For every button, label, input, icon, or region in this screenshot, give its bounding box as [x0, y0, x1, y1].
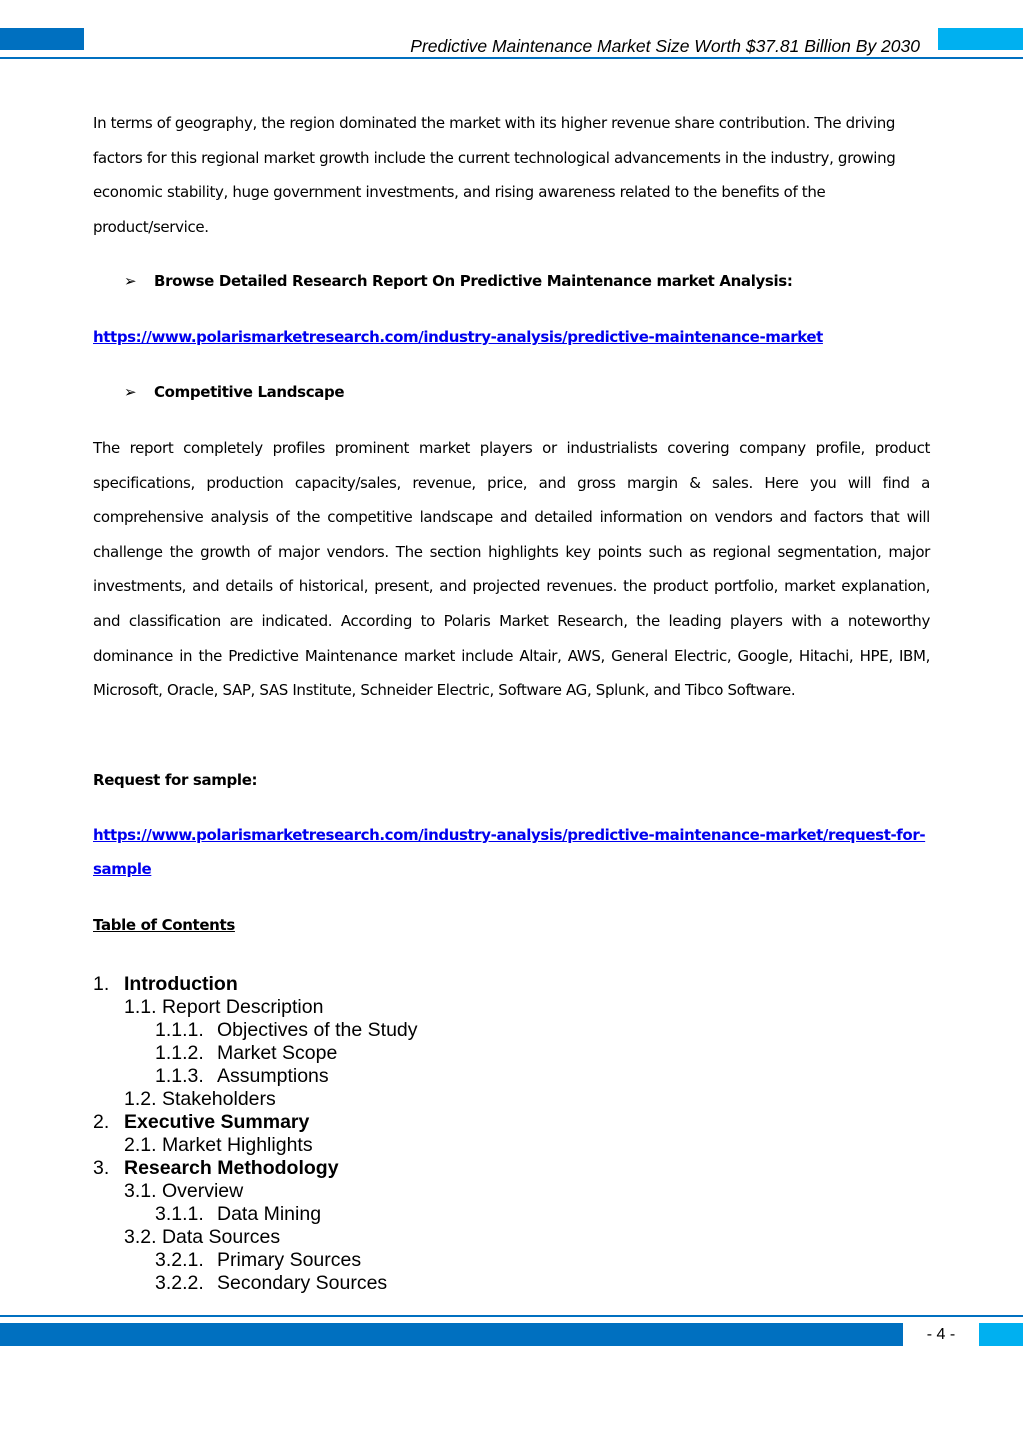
report-link[interactable]: https://www.polarismarketresearch.com/industry-analysis/predictive-maintenance-market: [93, 328, 823, 346]
arrow-bullet-icon: ➢: [124, 383, 137, 401]
report-link-row: [93, 328, 823, 347]
toc-item-text: Introduction: [124, 973, 238, 995]
page-header-title: Predictive Maintenance Market Size Worth $37.81 Billion By 2030: [410, 36, 920, 56]
toc-item-text: Executive Summary: [124, 1111, 310, 1133]
sample-link-continued[interactable]: sample: [93, 860, 152, 878]
toc-item-number: 1.1.1.: [155, 1019, 204, 1041]
toc-item: 1.2. Stakeholders: [124, 1088, 276, 1110]
toc-item-text: Research Methodology: [124, 1157, 339, 1179]
toc-item: [93, 973, 323, 996]
toc-item-number: 3.2.1.: [155, 1249, 204, 1271]
bullet-browse-text: Browse Detailed Research Report On Predictive Maintenance market Analysis:: [154, 272, 793, 290]
toc-item: [93, 1065, 329, 1088]
toc-item: [93, 1157, 339, 1180]
toc-item-number: 1.: [93, 973, 110, 995]
toc-item-text: Assumptions: [217, 1065, 329, 1087]
toc-item-number: 3.: [93, 1157, 110, 1179]
toc-item-number: 3.2.2.: [155, 1272, 204, 1294]
header-accent-left: [0, 28, 84, 50]
toc-item: [93, 1111, 323, 1134]
toc-item-text: Primary Sources: [217, 1249, 362, 1271]
toc-item: [93, 1249, 362, 1272]
sample-link-row-2: [93, 860, 151, 879]
header-divider: [0, 57, 1023, 59]
toc-item: [93, 1272, 388, 1295]
sample-link[interactable]: https://www.polarismarketresearch.com/industry-analysis/predictive-maintenance-market/request-for-: [93, 826, 926, 844]
toc-item: 3.2. Data Sources: [124, 1226, 281, 1248]
toc-item-number: 1.1.3.: [155, 1065, 204, 1087]
toc-title: Table of Contents: [93, 916, 235, 934]
toc-list: [93, 973, 418, 1295]
page-number: - 4 -: [926, 1326, 956, 1343]
bullet-competitive-text: Competitive Landscape: [154, 383, 345, 401]
toc-item-text: Secondary Sources: [217, 1272, 388, 1294]
bullet-browse-report: [124, 272, 793, 290]
toc-item: [93, 1042, 338, 1065]
sample-label: Request for sample:: [93, 771, 258, 789]
toc-item: 2.1. Market Highlights: [124, 1134, 313, 1156]
toc-item-number: 3.1.1.: [155, 1203, 204, 1225]
toc-item: 3.1. Overview: [124, 1180, 244, 1202]
bullet-competitive-landscape: [124, 383, 344, 401]
toc-item-text: Data Mining: [217, 1203, 322, 1225]
paragraph-competitive: The report completely profiles prominent market players or industrialists covering company profile, product specifications, production capacity/sales, revenue, price, and gross margin & sales. Here you will find a comprehensive analysis of the competitive landscape and detailed information on vendors and factors that will challenge the growth of major vendors. The section highlights key points such as regional segmentation, major investments, and details of historical, present, and projected revenues. the product portfolio, market explanation, and classification are indicated. According to Polaris Market Research, the leading players with a noteworthy dominance in the Predictive Maintenance market include Altair, AWS, General Electric, Google, Hitachi, HPE, IBM, Microsoft, Oracle, SAP, SAS Institute, Schneider Electric, Software AG, Splunk, and Tibco Software.: [93, 439, 930, 700]
toc-item-number: 2.: [93, 1111, 110, 1133]
footer-accent-bar: [0, 1323, 903, 1346]
arrow-bullet-icon: ➢: [124, 272, 137, 290]
toc-item: [93, 1019, 418, 1042]
toc-item-text: Objectives of the Study: [217, 1019, 418, 1041]
sample-link-row-1: [93, 826, 925, 845]
footer-divider: [0, 1315, 1023, 1317]
toc-item: [93, 1203, 323, 1226]
header-accent-right: [938, 28, 1023, 50]
toc-item-text: Market Scope: [217, 1042, 338, 1064]
toc-item-number: 1.1.2.: [155, 1042, 204, 1064]
paragraph-geography: In terms of geography, the region dominated the market with its higher revenue share contribution. The driving factors for this regional market growth include the current technological advancements in the industry, growing economic stability, huge government investments, and rising awareness related to the benefits of the product/service.: [93, 114, 896, 236]
toc-item: 1.1. Report Description: [124, 996, 324, 1018]
footer-accent-right: [979, 1323, 1023, 1346]
